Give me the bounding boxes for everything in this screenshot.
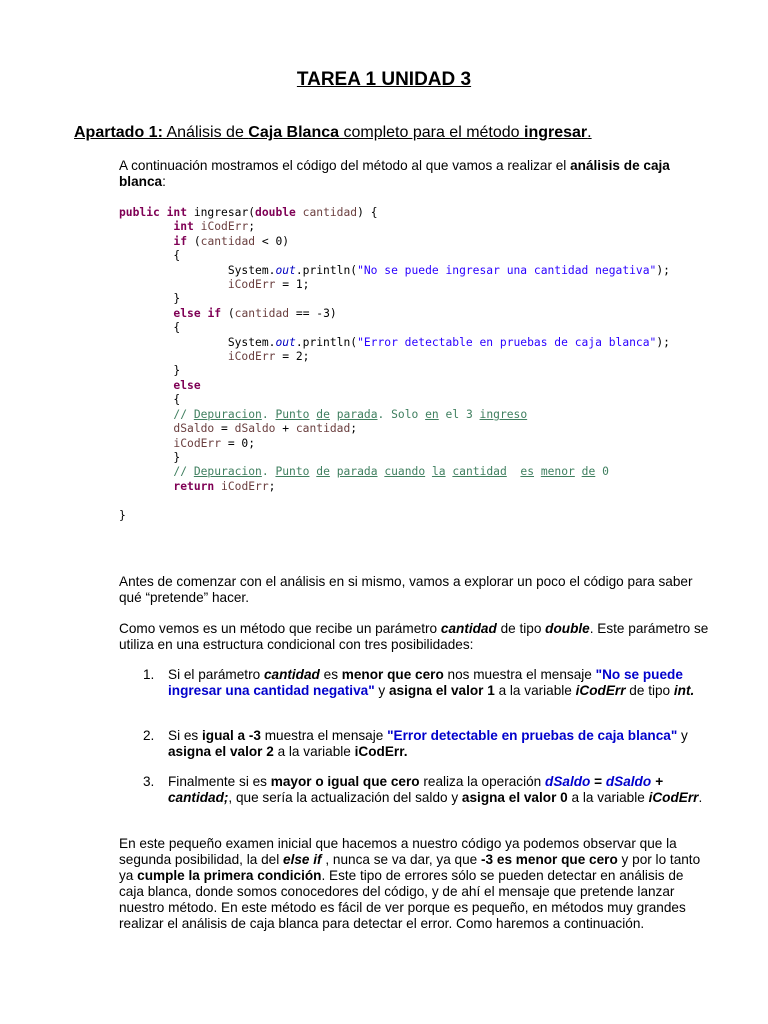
intro-paragraph: A continuación mostramos el código del método al que vamos a realizar el análisis de caja blanca: (119, 158, 670, 189)
paragraph-explore: Antes de comenzar con el análisis en si mismo, vamos a explorar un poco el código para saber qué “pretende” hacer. (119, 574, 693, 605)
list-item: 1. Si el parámetro cantidad es menor que cero nos muestra el mensaje "No se puede ingresar una cantidad negativa" y asigna el valor 1 a la variable iCodErr de tipo int. (143, 667, 695, 698)
paragraph-analysis: En este pequeño examen inicial que hacemos a nuestro código ya podemos observar que la segunda posibilidad, la del else if , nunca se va dar, ya que -3 es menor que cero y por lo tanto ya cumple la primera condición. Este tipo de errores sólo se pueden detectar en análisis de caja blanca, donde somos conocedores del código, y de ahí el mensaje que pretende lanzar nuestro método. En este método es fácil de ver porque es pequeño, en métodos muy grandes realizar el análisis de caja blanca para detectar el error. Como haremos a continuación. (119, 836, 701, 931)
paragraph-method: Como vemos es un método que recibe un parámetro cantidad de tipo double. Este parámetro se utiliza en una estructura condicional con tres posibilidades: (119, 621, 709, 652)
section-heading: Apartado 1: Análisis de Caja Blanca completo para el método ingresar. (74, 124, 592, 141)
list-item: 3. Finalmente si es mayor o igual que cero realiza la operación dSaldo = dSaldo + cantidad;, que sería la actualización del saldo y asigna el valor 0 a la variable iCodErr. (143, 774, 703, 805)
page-title: TAREA 1 UNIDAD 3 (296, 69, 472, 90)
code-block: public int ingresar(double cantidad) { int iCodErr; if (cantidad < 0) { System.out.println("No se puede ingresar una cantidad negativa"); iCodErr = 1; } else if (cantidad == -3) { System.out.println("Error detectable en pruebas de caja blanca"); iCodErr = 2; } else { // Depuracion. Punto de parada. Solo en el 3 ingreso dSaldo = dSaldo + cantidad; iCodErr = 0; } // Depuracion. Punto de parada cuando la cantidad es menor de 0 return iCodErr; } (119, 206, 670, 522)
list-item: 2. Si es igual a -3 muestra el mensaje "Error detectable en pruebas de caja blanca" y asigna el valor 2 a la variable iCodErr. (143, 728, 688, 759)
